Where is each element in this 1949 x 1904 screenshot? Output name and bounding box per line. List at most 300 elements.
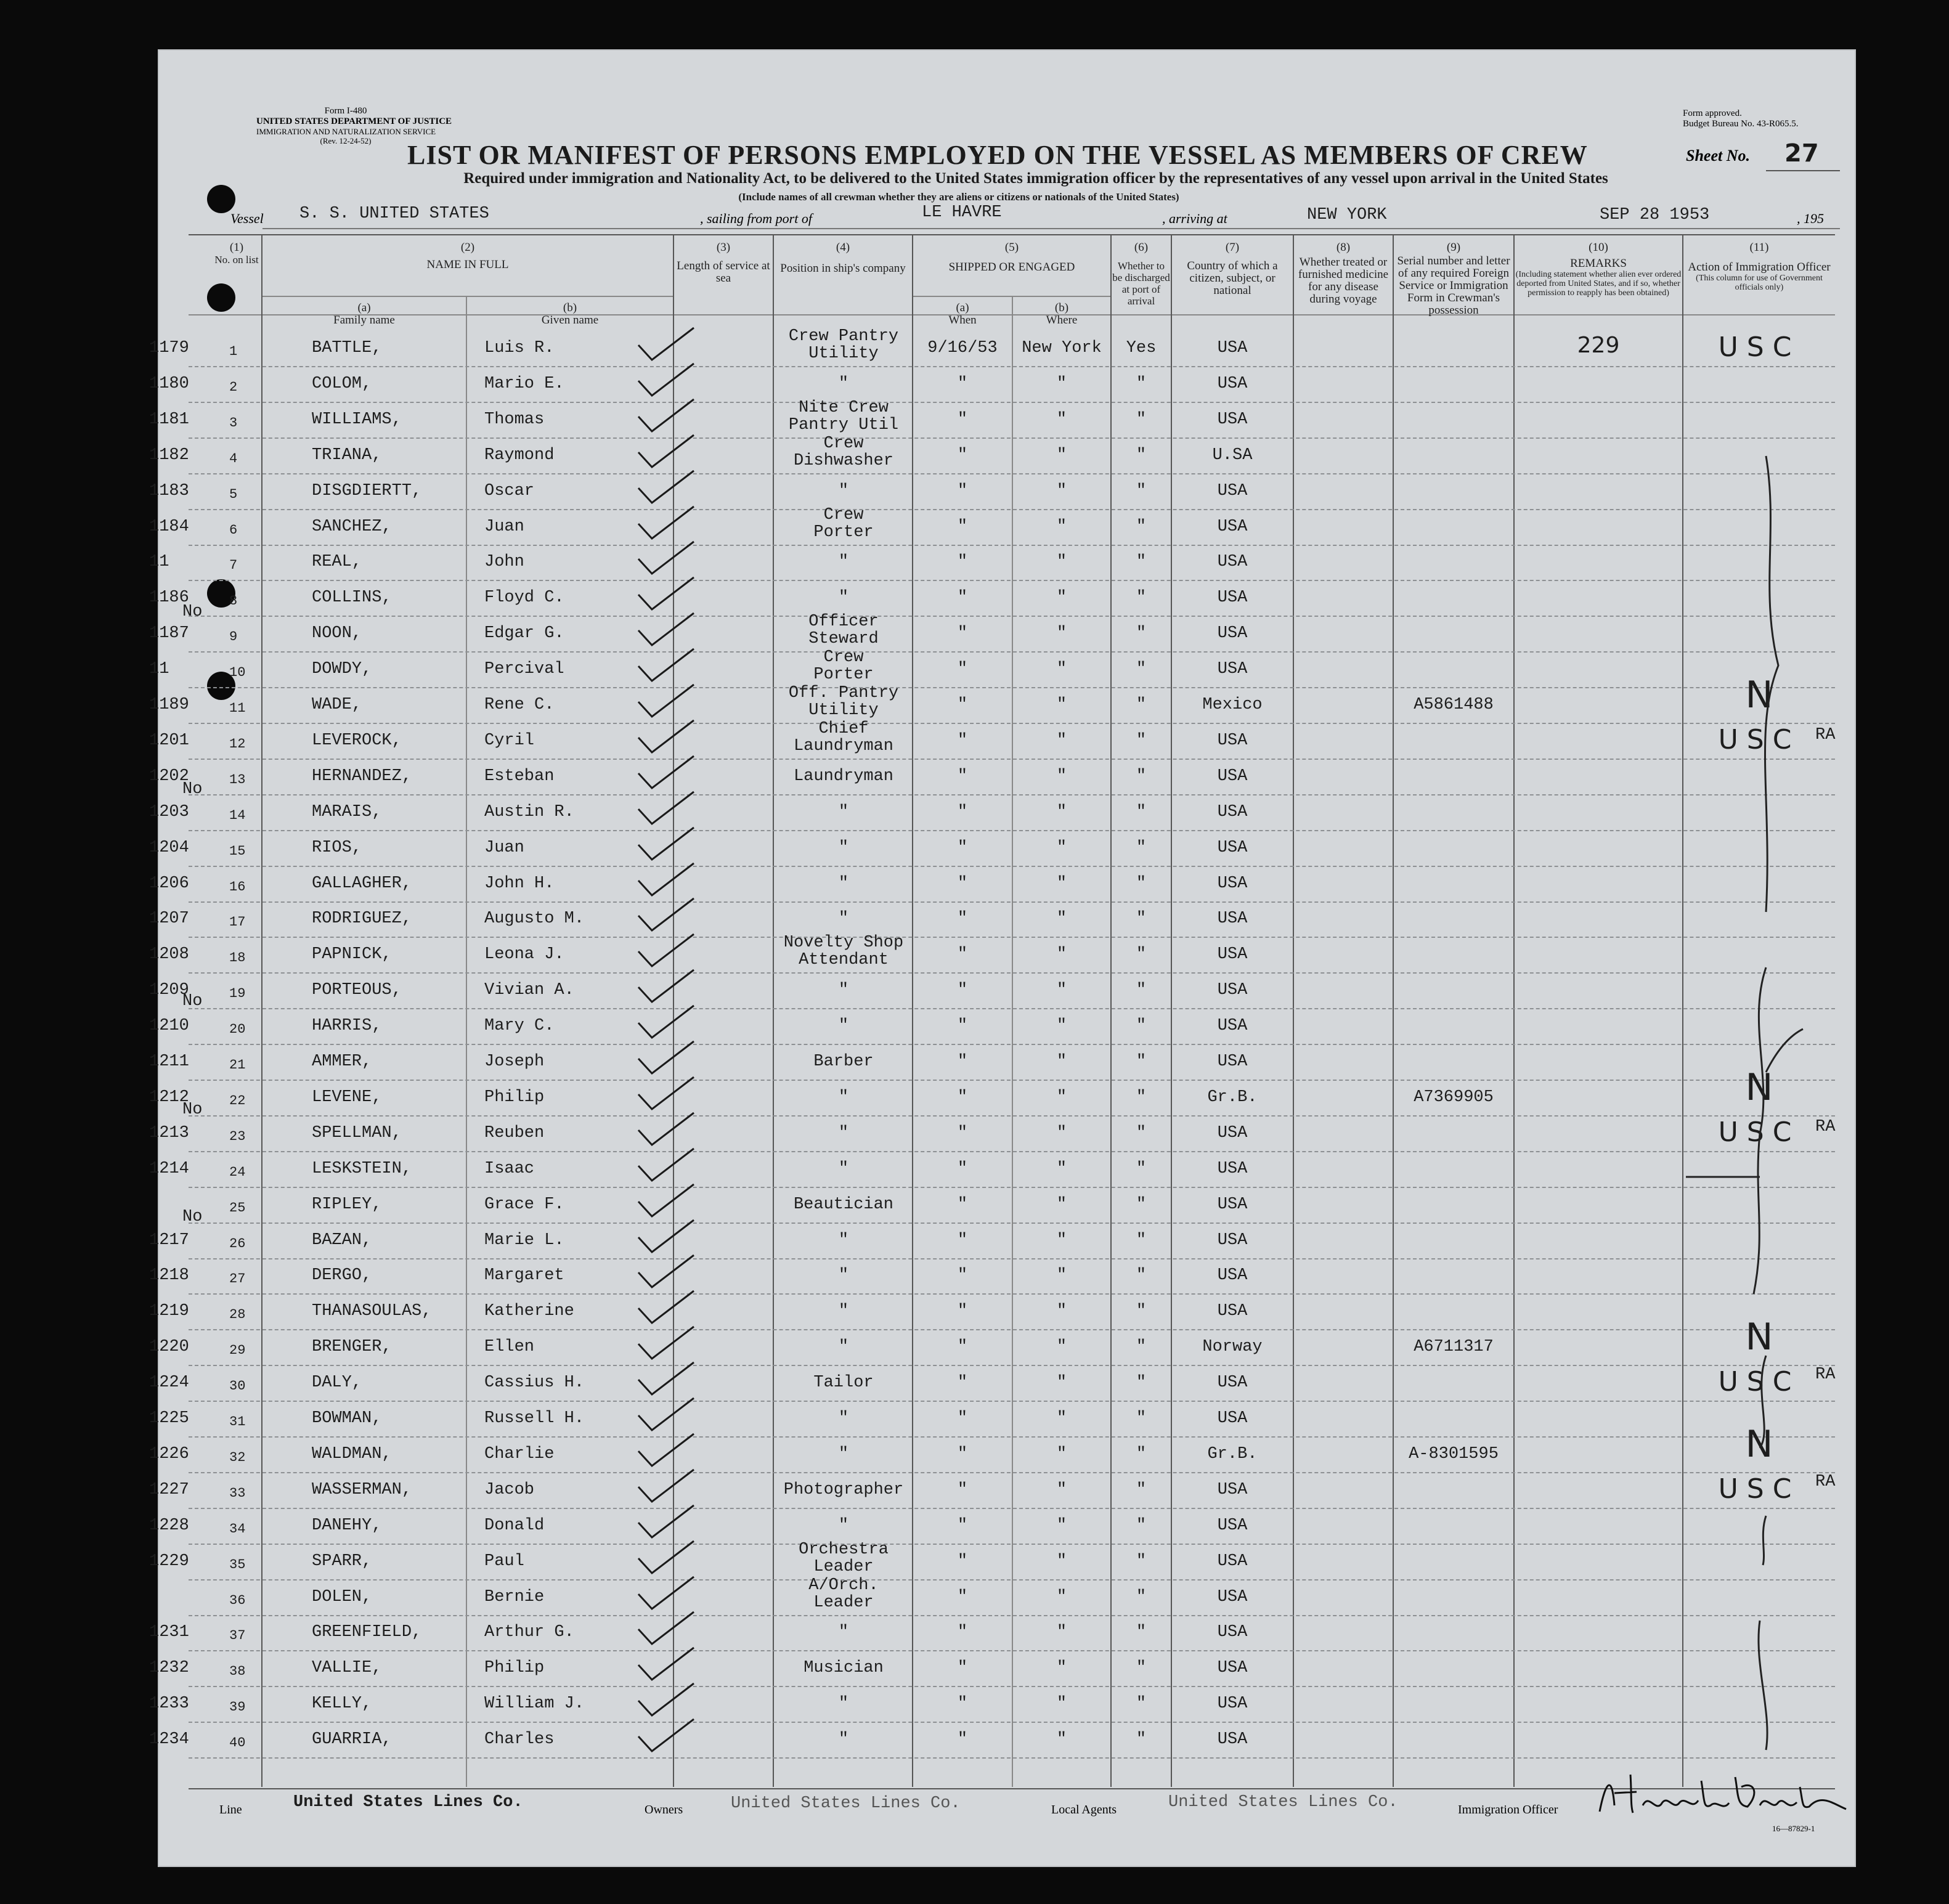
- cell-when: ": [957, 1338, 968, 1357]
- cell-disc: ": [1136, 1480, 1147, 1499]
- arrival-date: SEP 28 1953: [1600, 206, 1710, 224]
- crew-ref-number: 11: [149, 553, 169, 572]
- cell-where: ": [1056, 1516, 1067, 1535]
- cell-where: ": [1056, 1552, 1067, 1571]
- list-number: 1: [229, 344, 238, 359]
- cell-when: ": [957, 410, 968, 429]
- check-mark-icon: [632, 1715, 700, 1759]
- cell-family: HARRIS,: [312, 1017, 382, 1036]
- crew-ref-number: 1233: [149, 1694, 189, 1714]
- side-mark: No: [182, 603, 203, 621]
- col-8-header: (8) Whether treated or furnished medicine for any disease during voyage: [1298, 241, 1389, 306]
- cell-disc: ": [1136, 731, 1147, 750]
- cell-country: USA: [1217, 624, 1248, 643]
- cell-pos: Musician: [804, 1659, 884, 1678]
- cell-given: Esteban: [484, 767, 555, 786]
- cell-country: USA: [1217, 410, 1248, 429]
- cell-family: BATTLE,: [312, 339, 382, 357]
- list-number: 4: [229, 450, 238, 466]
- cell-disc: ": [1136, 909, 1147, 929]
- col-4-header: (4) Position in ship's company: [780, 241, 906, 275]
- cell-remark: 229: [1577, 333, 1620, 358]
- cell-pos: Novelty Shop Attendant: [783, 934, 904, 970]
- cell-pos: ": [838, 553, 849, 572]
- cell-family: NOON,: [312, 624, 362, 643]
- crew-ref-number: 1217: [149, 1231, 189, 1250]
- cell-family: TRIANA,: [312, 445, 382, 465]
- cell-disc: ": [1136, 1159, 1147, 1178]
- crew-ref-number: 1228: [149, 1516, 189, 1535]
- line-label: Line: [219, 1803, 242, 1817]
- cell-where: ": [1056, 909, 1067, 929]
- row-rule: [189, 1258, 1835, 1259]
- cell-country: Gr.B.: [1207, 1088, 1258, 1107]
- cell-disc: ": [1136, 1266, 1147, 1285]
- cell-where: ": [1056, 981, 1067, 1000]
- cell-country: U.SA: [1212, 445, 1253, 465]
- crew-ref-number: 11: [149, 660, 169, 679]
- cell-disc: ": [1136, 624, 1147, 643]
- list-number: 23: [229, 1128, 246, 1144]
- row-rule: [189, 366, 1835, 367]
- cell-where: ": [1056, 1017, 1067, 1036]
- manifest-sheet: [149, 49, 1856, 1867]
- cell-given: Vivian A.: [484, 981, 574, 1000]
- list-number: 37: [229, 1628, 246, 1644]
- cell-country: Mexico: [1202, 696, 1263, 714]
- cell-action: USC: [1718, 1116, 1800, 1148]
- row-rule: [189, 580, 1835, 581]
- cell-given: William J.: [484, 1694, 585, 1714]
- budget-bureau: Budget Bureau No. 43-R065.5.: [1683, 119, 1799, 129]
- row-rule: [189, 1508, 1835, 1509]
- list-number: 12: [229, 736, 246, 752]
- cell-given: John: [484, 553, 524, 572]
- cell-when: ": [957, 1480, 968, 1499]
- crew-ref-number: 1231: [149, 1623, 189, 1642]
- cell-given: Margaret: [484, 1266, 564, 1285]
- crew-ref-number: 1225: [149, 1409, 189, 1428]
- cell-country: USA: [1217, 1195, 1248, 1214]
- col-10-header: (10) REMARKS (Including statement whether alien ever ordered deported from United States, and if so, whether permission to reapply has been obtained): [1515, 241, 1682, 298]
- cell-disc: ": [1136, 767, 1147, 786]
- cell-given: Luis R.: [484, 339, 555, 357]
- row-rule: [189, 723, 1835, 724]
- cell-where: ": [1056, 802, 1067, 821]
- cell-given: Isaac: [484, 1159, 535, 1178]
- cell-when: ": [957, 1266, 968, 1285]
- cell-pos: ": [838, 1409, 849, 1428]
- cell-country: Norway: [1202, 1338, 1263, 1357]
- cell-country: USA: [1217, 1017, 1248, 1036]
- cell-country: USA: [1217, 909, 1248, 929]
- cell-where: ": [1056, 1480, 1067, 1499]
- cell-country: USA: [1217, 874, 1248, 893]
- sailing-port: LE HAVRE: [922, 203, 1002, 222]
- cell-country: USA: [1217, 517, 1248, 536]
- cell-family: AMMER,: [312, 1052, 372, 1071]
- row-rule: [189, 1615, 1835, 1616]
- crew-ref-number: 1201: [149, 731, 189, 750]
- crew-ref-number: 1208: [149, 945, 189, 964]
- cell-country: USA: [1217, 1552, 1248, 1571]
- crew-ref-number: 1207: [149, 909, 189, 929]
- crew-ref-number: 1234: [149, 1730, 189, 1749]
- row-rule: [189, 1401, 1835, 1402]
- crew-ref-number: 1183: [149, 481, 189, 500]
- cell-family: BAZAN,: [312, 1231, 372, 1250]
- cell-country: USA: [1217, 1694, 1248, 1714]
- cell-family: DOLEN,: [312, 1587, 372, 1606]
- row-rule: [189, 1757, 1835, 1759]
- cell-disc: ": [1136, 1231, 1147, 1250]
- row-rule: [189, 866, 1835, 867]
- crew-ref-number: 1206: [149, 874, 189, 893]
- cell-pos: Off. Pantry Utility: [788, 684, 899, 720]
- side-mark: No: [182, 780, 203, 799]
- cell-where: ": [1056, 838, 1067, 857]
- required-statement: Required under immigration and Nationality Act, to be delivered to the United States immigration officer by the representatives of any vessel upon arrival in the United States: [463, 170, 1608, 187]
- cell-action: N: [1745, 673, 1773, 717]
- cell-when: ": [957, 731, 968, 750]
- cell-disc: ": [1136, 374, 1147, 393]
- cell-family: DALY,: [312, 1373, 362, 1393]
- list-number: 3: [229, 415, 238, 431]
- cell-family: RIOS,: [312, 838, 362, 857]
- approval-block: [1683, 108, 1798, 129]
- list-number: 20: [229, 1022, 246, 1038]
- cell-when: ": [957, 1409, 968, 1428]
- cell-family: SPELLMAN,: [312, 1123, 402, 1142]
- cell-given: Joseph: [484, 1052, 545, 1071]
- cell-disc: ": [1136, 1623, 1147, 1642]
- cell-pos: ": [838, 838, 849, 857]
- crew-ref-number: 1218: [149, 1266, 189, 1285]
- cell-when: ": [957, 1373, 968, 1393]
- cell-pos: ": [838, 588, 849, 608]
- cell-pos: Chief Laundryman: [793, 719, 894, 755]
- cell-where: ": [1056, 517, 1067, 536]
- cell-disc: ": [1136, 588, 1147, 608]
- crew-ref-number: 1204: [149, 838, 189, 857]
- cell-pos: ": [838, 374, 849, 393]
- revision: (Rev. 12-24-52): [320, 136, 372, 145]
- list-number: 22: [229, 1092, 246, 1109]
- officer-label: Immigration Officer: [1458, 1803, 1558, 1817]
- row-rule: [189, 1293, 1835, 1295]
- row-rule: [189, 402, 1835, 403]
- cell-when: ": [957, 517, 968, 536]
- cell-disc: ": [1136, 981, 1147, 1000]
- list-number: 15: [229, 843, 246, 859]
- row-rule: [189, 1686, 1835, 1687]
- cell-country: USA: [1217, 588, 1248, 608]
- cell-family: GUARRIA,: [312, 1730, 392, 1749]
- action-bracket-lines: [1686, 431, 1834, 1812]
- cell-disc: Yes: [1126, 339, 1157, 357]
- list-number: 18: [229, 950, 246, 966]
- cell-given: Cyril: [484, 731, 535, 750]
- cell-where: ": [1056, 1659, 1067, 1678]
- cell-family: COLOM,: [312, 374, 372, 393]
- cell-family: WILLIAMS,: [312, 410, 402, 429]
- cell-family: GREENFIELD,: [312, 1623, 422, 1642]
- cell-family: RODRIGUEZ,: [312, 909, 412, 929]
- cell-family: DISGDIERTT,: [312, 481, 422, 500]
- vessel-name: S. S. UNITED STATES: [299, 205, 489, 223]
- col-2b-header: (b) Given name: [541, 301, 599, 327]
- cell-when: ": [957, 838, 968, 857]
- cell-when: ": [957, 1730, 968, 1749]
- row-rule: [189, 759, 1835, 760]
- crew-ref-number: 1202: [149, 767, 189, 786]
- cell-when: ": [957, 624, 968, 643]
- cell-country: Gr.B.: [1207, 1444, 1258, 1463]
- cell-when: ": [957, 909, 968, 929]
- row-rule: [189, 473, 1835, 474]
- crew-ref-number: 1219: [149, 1302, 189, 1321]
- cell-disc: ": [1136, 1195, 1147, 1214]
- cell-given: Ellen: [484, 1338, 535, 1357]
- cell-family: VALLIE,: [312, 1659, 382, 1678]
- cell-when: ": [957, 981, 968, 1000]
- cell-pos: Barber: [813, 1052, 874, 1071]
- col-5-header: (5) SHIPPED OR ENGAGED: [948, 241, 1075, 274]
- row-rule: [189, 1365, 1835, 1366]
- col-7-header: (7) Country of which a citizen, subject, or national: [1187, 241, 1278, 297]
- list-number: 19: [229, 986, 246, 1002]
- cell-pos: Nite Crew Pantry Util: [788, 398, 899, 434]
- cell-when: ": [957, 1195, 968, 1214]
- row-rule: [189, 1650, 1835, 1651]
- cell-pos: ": [838, 1516, 849, 1535]
- cell-family: WASSERMAN,: [312, 1480, 412, 1499]
- list-number: 17: [229, 914, 246, 930]
- cell-when: ": [957, 481, 968, 500]
- cell-family: SPARR,: [312, 1552, 372, 1571]
- cell-where: New York: [1022, 339, 1102, 357]
- cell-given: Floyd C.: [484, 588, 564, 608]
- cell-disc: ": [1136, 1516, 1147, 1535]
- cell-given: Leona J.: [484, 945, 564, 964]
- cell-country: USA: [1217, 481, 1248, 500]
- cell-given: Philip: [484, 1659, 545, 1678]
- cell-given: Arthur G.: [484, 1623, 574, 1642]
- cell-disc: ": [1136, 1694, 1147, 1714]
- cell-family: PAPNICK,: [312, 945, 392, 964]
- cell-when: ": [957, 1623, 968, 1642]
- crew-ref-number: 1210: [149, 1017, 189, 1036]
- row-rule: [189, 972, 1835, 974]
- row-rule: [189, 937, 1835, 938]
- cell-where: ": [1056, 374, 1067, 393]
- row-rule: [189, 830, 1835, 831]
- cell-disc: ": [1136, 1017, 1147, 1036]
- cell-where: ": [1056, 1409, 1067, 1428]
- crew-ref-number: 1213: [149, 1123, 189, 1142]
- cell-pos: ": [838, 1017, 849, 1036]
- cell-country: USA: [1217, 1516, 1248, 1535]
- side-mark: No: [182, 1208, 203, 1226]
- crew-ref-number: 1211: [149, 1052, 189, 1071]
- list-number: 6: [229, 522, 238, 538]
- cell-where: ": [1056, 731, 1067, 750]
- department: UNITED STATES DEPARTMENT OF JUSTICE: [256, 116, 452, 126]
- cell-where: ": [1056, 1123, 1067, 1142]
- col-1-header: (1) No. on list: [214, 241, 259, 266]
- cell-where: ": [1056, 553, 1067, 572]
- crew-ref-number: 1229: [149, 1552, 189, 1571]
- list-number: 29: [229, 1343, 246, 1359]
- cell-where: ": [1056, 1444, 1067, 1463]
- cell-given: Thomas: [484, 410, 545, 429]
- cell-where: ": [1056, 410, 1067, 429]
- cell-given: Jacob: [484, 1480, 535, 1499]
- row-rule: [189, 651, 1835, 653]
- cell-given: Charles: [484, 1730, 555, 1749]
- crew-ref-number: 1212: [149, 1088, 189, 1107]
- row-rule: [189, 1080, 1835, 1081]
- cell-where: ": [1056, 660, 1067, 679]
- cell-when: ": [957, 1123, 968, 1142]
- cell-when: ": [957, 696, 968, 714]
- cell-where: ": [1056, 1730, 1067, 1749]
- row-rule: [189, 1187, 1835, 1188]
- crew-ref-number: 1184: [149, 517, 189, 536]
- cell-country: USA: [1217, 660, 1248, 679]
- row-rule: [189, 794, 1835, 795]
- cell-given: Augusto M.: [484, 909, 585, 929]
- cell-given: Bernie: [484, 1587, 545, 1606]
- row-rule: [189, 901, 1835, 903]
- cell-where: ": [1056, 1302, 1067, 1321]
- cell-family: PORTEOUS,: [312, 981, 402, 1000]
- ra-mark: RA: [1815, 1365, 1836, 1384]
- list-number: 8: [229, 593, 238, 609]
- cell-action: USC: [1718, 1473, 1800, 1505]
- cell-where: ": [1056, 481, 1067, 500]
- cell-given: Cassius H.: [484, 1373, 585, 1393]
- list-number: 7: [229, 558, 238, 574]
- cell-where: ": [1056, 588, 1067, 608]
- cell-given: Juan: [484, 517, 524, 536]
- cell-pos: ": [838, 1266, 849, 1285]
- cell-where: ": [1056, 874, 1067, 893]
- cell-country: USA: [1217, 1266, 1248, 1285]
- col-2-header: (2) NAME IN FULL: [426, 241, 509, 271]
- cell-action: N: [1745, 1316, 1773, 1359]
- cell-country: USA: [1217, 1123, 1248, 1142]
- list-number: 36: [229, 1592, 246, 1608]
- cell-pos: Photographer: [783, 1480, 904, 1499]
- cell-where: ": [1056, 445, 1067, 465]
- crew-ref-number: 1187: [149, 624, 189, 643]
- cell-pos: ": [838, 1231, 849, 1250]
- cell-disc: ": [1136, 1409, 1147, 1428]
- cell-given: Reuben: [484, 1123, 545, 1142]
- cell-family: LESKSTEIN,: [312, 1159, 412, 1178]
- cell-family: GALLAGHER,: [312, 874, 412, 893]
- list-number: 24: [229, 1164, 246, 1180]
- cell-pos: ": [838, 909, 849, 929]
- cell-pos: Orchestra Leader: [799, 1540, 889, 1576]
- crew-ref-number: 1203: [149, 802, 189, 821]
- row-rule: [189, 1436, 1835, 1438]
- list-number: 5: [229, 486, 238, 502]
- ra-mark: RA: [1815, 726, 1836, 744]
- cell-pos: Crew Porter: [813, 505, 874, 542]
- col-6-header: (6) Whether to be discharged at port of arrival: [1112, 241, 1170, 307]
- officer-signature: [1593, 1768, 1852, 1824]
- cell-family: THANASOULAS,: [312, 1302, 432, 1321]
- cell-given: Juan: [484, 838, 524, 857]
- cell-action: USC: [1718, 332, 1800, 363]
- row-rule: [189, 1472, 1835, 1473]
- crew-ref-number: 1179: [149, 339, 189, 357]
- list-number: 13: [229, 771, 246, 787]
- cell-family: COLLINS,: [312, 588, 392, 608]
- cell-family: LEVEROCK,: [312, 731, 402, 750]
- cell-disc: ": [1136, 517, 1147, 536]
- side-mark: No: [182, 992, 203, 1011]
- cell-country: USA: [1217, 1480, 1248, 1499]
- cell-where: ": [1056, 1052, 1067, 1071]
- cell-given: Russell H.: [484, 1409, 585, 1428]
- row-rule: [189, 687, 1835, 688]
- sailing-label: , sailing from port of: [700, 211, 812, 226]
- ra-mark: RA: [1815, 1473, 1836, 1491]
- crew-ref-number: 1214: [149, 1159, 189, 1178]
- cell-family: BRENGER,: [312, 1338, 392, 1357]
- col-5b-header: (b) Where: [1046, 301, 1078, 327]
- cell-where: ": [1056, 1694, 1067, 1714]
- cell-disc: ": [1136, 874, 1147, 893]
- row-rule: [189, 437, 1835, 439]
- page-title: LIST OR MANIFEST OF PERSONS EMPLOYED ON THE VESSEL AS MEMBERS OF CREW: [407, 140, 1588, 170]
- line-name: United States Lines Co.: [293, 1793, 523, 1812]
- list-number: 26: [229, 1235, 246, 1251]
- cell-country: USA: [1217, 1587, 1248, 1606]
- cell-when: ": [957, 1017, 968, 1036]
- cell-country: USA: [1217, 1409, 1248, 1428]
- cell-country: USA: [1217, 981, 1248, 1000]
- cell-where: ": [1056, 624, 1067, 643]
- cell-pos: Officer Steward: [808, 612, 879, 649]
- cell-family: KELLY,: [312, 1694, 372, 1714]
- cell-when: ": [957, 553, 968, 572]
- cell-when: ": [957, 445, 968, 465]
- cell-disc: ": [1136, 481, 1147, 500]
- cell-disc: ": [1136, 1444, 1147, 1463]
- cell-given: Grace F.: [484, 1195, 564, 1214]
- cell-when: ": [957, 1444, 968, 1463]
- row-rule: [189, 545, 1835, 546]
- year-suffix: , 195: [1797, 211, 1824, 226]
- cell-pos: ": [838, 1694, 849, 1714]
- cell-given: Oscar: [484, 481, 535, 500]
- cell-pos: Crew Porter: [813, 648, 874, 685]
- cell-when: ": [957, 945, 968, 964]
- list-number: 16: [229, 879, 246, 895]
- cell-given: Percival: [484, 660, 564, 679]
- row-rule: [189, 616, 1835, 617]
- arriving-label: , arriving at: [1162, 211, 1227, 226]
- cell-disc: ": [1136, 802, 1147, 821]
- cell-when: ": [957, 767, 968, 786]
- cell-when: ": [957, 1052, 968, 1071]
- cell-disc: ": [1136, 1587, 1147, 1606]
- cell-disc: ": [1136, 1659, 1147, 1678]
